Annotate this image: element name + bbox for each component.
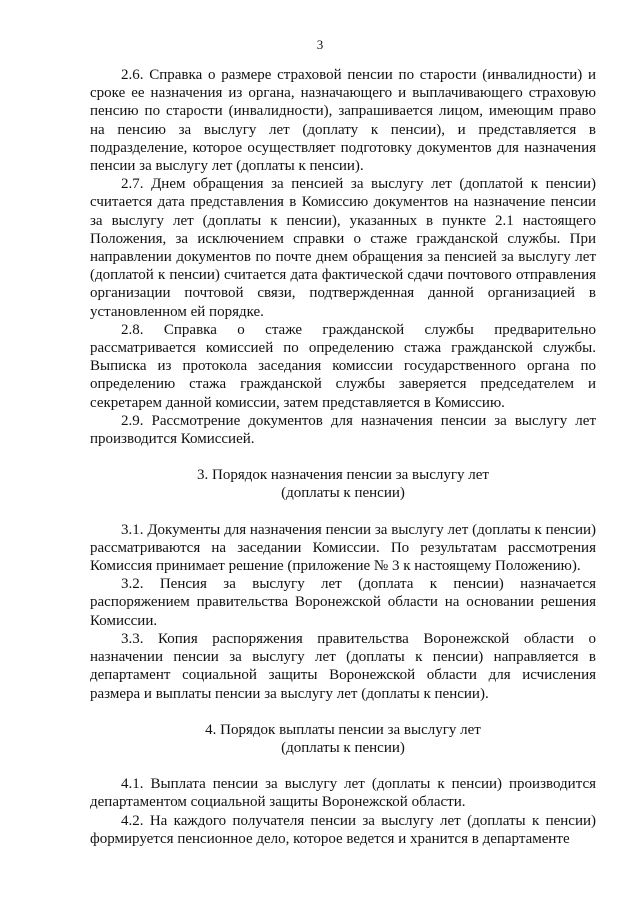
paragraph-2-6: 2.6. Справка о размере страховой пенсии по старости (инвалидности) и сроке ее назначения из органа, назначающего и выплачивающего страховую пенсию по старости (инвалидности), запрашивается лицом, имеющим право на пенсию за выслугу лет (доплату к пенсии), и представляется в подразделение, которое осуществляет подготовку документов для назначения пенсии за выслугу лет (доплаты к пенсии). [90, 67, 596, 175]
paragraph-2-9: 2.9. Рассмотрение документов для назначения пенсии за выслугу лет производится Комиссией. [90, 412, 596, 448]
paragraph-3-2: 3.2. Пенсия за выслугу лет (доплата к пенсии) назначается распоряжением правительства Воронежской области на основании решения Комиссии. [90, 576, 596, 629]
section-4-heading-line1: 4. Порядок выплаты пенсии за выслугу лет [205, 721, 481, 738]
document-body [90, 66, 596, 848]
paragraph-3-1: 3.1. Документы для назначения пенсии за выслугу лет (доплаты к пенсии) рассматриваются на заседании Комиссии. По результатам рассмотрения Комиссия принимает решение (приложение № 3 к настоящему Положению). [90, 521, 596, 575]
paragraph-2-7: 2.7. Днем обращения за пенсией за выслугу лет (доплатой к пенсии) считается дата представления в Комиссию документов на назначение пенсии за выслугу лет (доплаты к пенсии), указанных в пункте 2.1 настоящего Положения, за исключением справки о стаже гражданской службы. При направлении документов по почте днем обращения за пенсией за выслугу лет (доплатой к пенсии) считается дата фактической сдачи почтового отправления организации почтовой связи, подтвержденная данной организацией в установленном ей порядке. [90, 176, 596, 320]
section-3-heading [90, 466, 596, 502]
section-3-heading-line1: 3. Порядок назначения пенсии за выслугу лет [197, 467, 489, 484]
page-number: 3 [316, 37, 324, 52]
paragraph-2-8: 2.8. Справка о стаже гражданской службы предварительно рассматривается комиссией по определению стажа гражданской службы. Выписка из протокола заседания комиссии государственного органа по определению стажа гражданской службы заверяется председателем и секретарем данной комиссии, затем представляется в Комиссию. [90, 321, 596, 411]
paragraph-4-2: 4.2. На каждого получателя пенсии за выслугу лет (доплаты к пенсии) формируется пенсионное дело, которое ведется и хранится в департаменте [90, 812, 596, 847]
section-3-heading-line2: (доплаты к пенсии) [281, 485, 405, 502]
paragraph-4-1: 4.1. Выплата пенсии за выслугу лет (доплаты к пенсии) производится департаментом социальной защиты Воронежской области. [90, 776, 596, 811]
paragraph-3-3: 3.3. Копия распоряжения правительства Воронежской области о назначении пенсии за выслугу лет (доплаты к пенсии) направляется в департамент социальной защиты Воронежской области для исчисления размера и выплаты пенсии за выслугу лет (доплаты к пенсии). [90, 630, 596, 702]
section-4-heading [90, 721, 596, 757]
section-4-heading-line2: (доплаты к пенсии) [281, 739, 405, 756]
